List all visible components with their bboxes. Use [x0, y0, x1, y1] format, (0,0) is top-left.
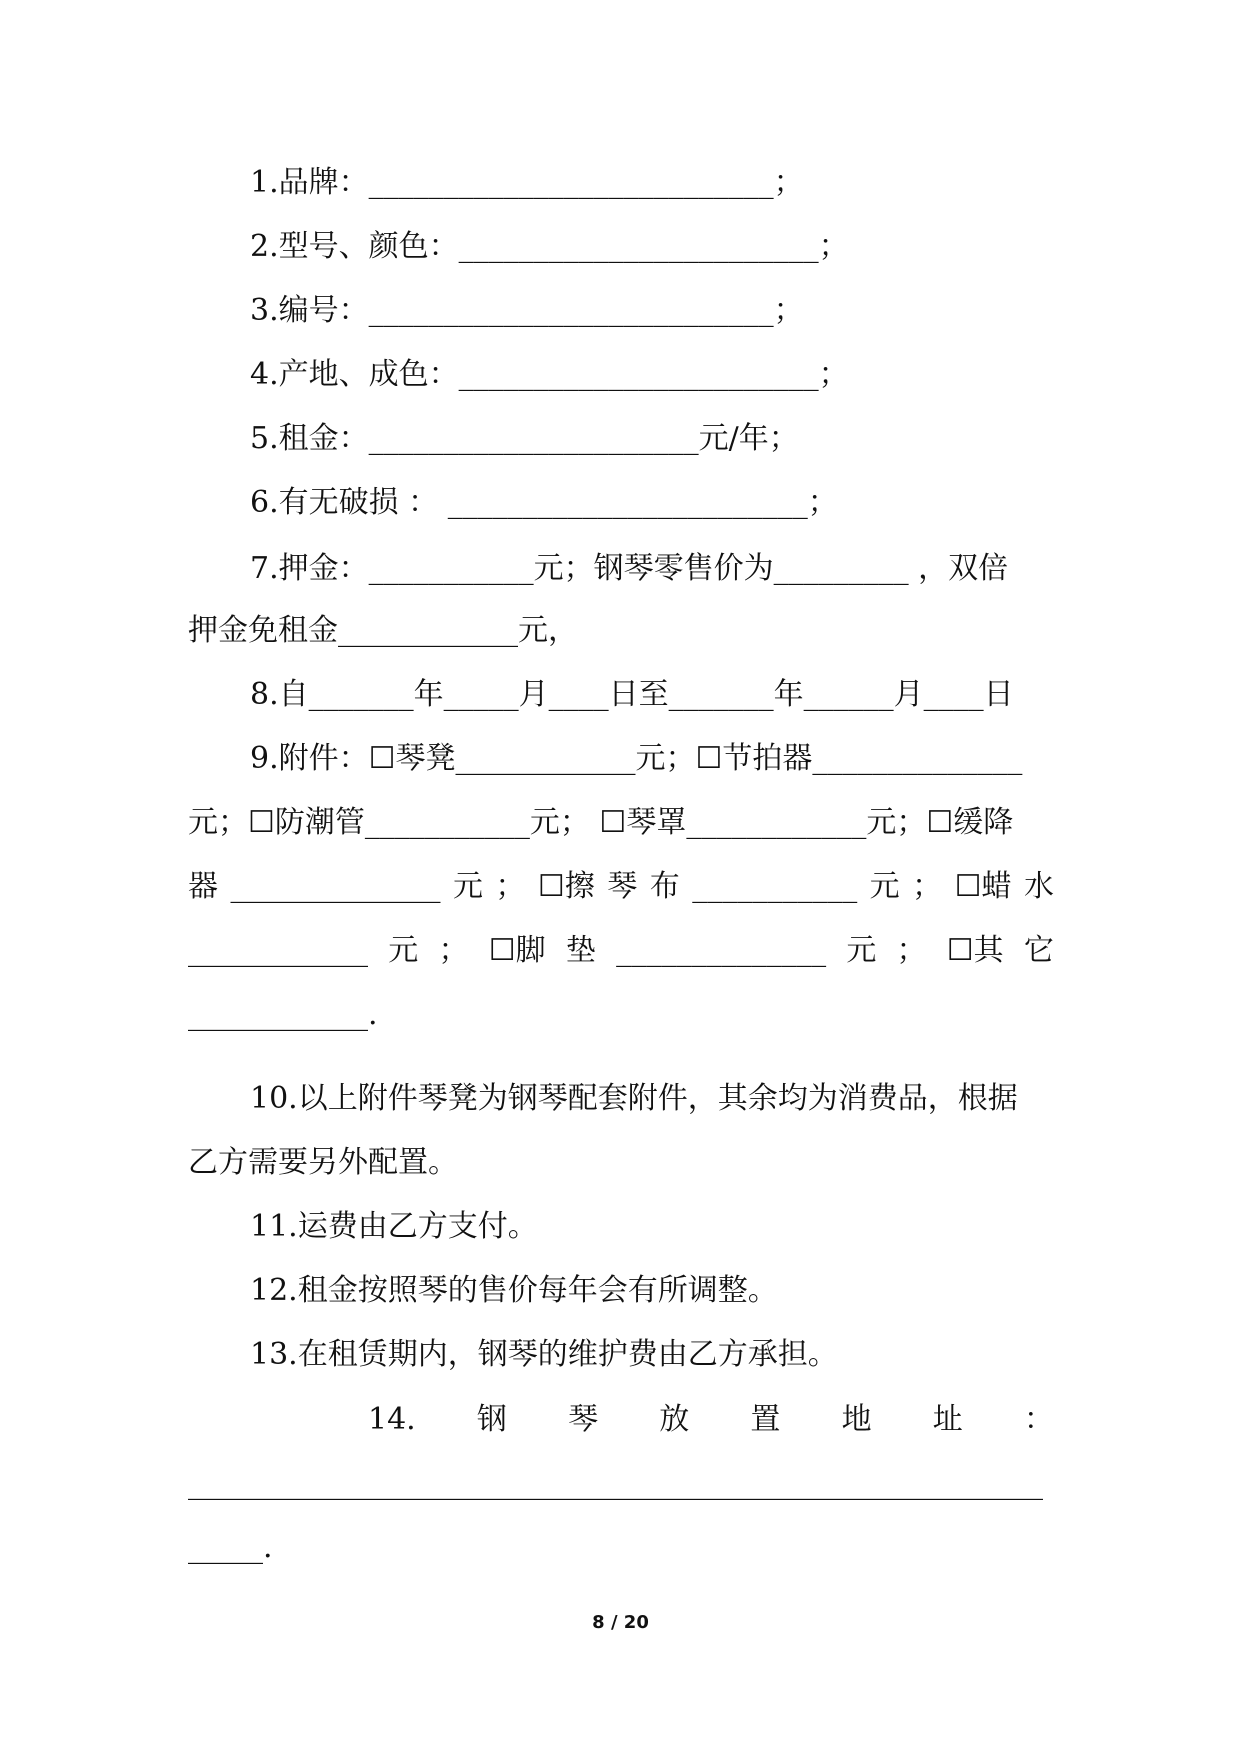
text-segment: ； [896, 933, 927, 968]
item-1-brand: 1.品牌：___________________________； [250, 165, 804, 200]
item-4-origin-condition: 4.产地、成色：________________________； [250, 357, 849, 392]
item-11-freight: 11.运费由乙方支付。 [250, 1209, 538, 1244]
item-10-accessory-note-line-1: 10.以上附件琴凳为钢琴配套附件，其余均为消费品，根据 [250, 1081, 1018, 1116]
item-10-accessory-note-line-2: 乙方需要另外配置。 [188, 1145, 458, 1180]
item-7-deposit-line-2: 押金免租金____________元， [188, 613, 578, 648]
text-segment: 元 [846, 933, 877, 968]
text-segment: ☐擦 [537, 869, 595, 904]
item-9-accessories-line-3 [188, 867, 1054, 907]
text-segment: ______________ [616, 933, 827, 968]
text-segment: ； [495, 869, 526, 904]
page-number: 8 / 20 [592, 1612, 649, 1633]
text-segment: 地 [841, 1402, 872, 1437]
text-segment: 元 [388, 933, 419, 968]
text-segment: 钢 [476, 1402, 507, 1437]
text-segment: ☐其 [946, 933, 1004, 968]
text-segment: 14. [368, 1402, 416, 1437]
item-9-accessories-line-1: 9.附件：☐琴凳____________元；☐节拍器______________ [250, 741, 1023, 776]
text-segment: 垫 [565, 933, 596, 968]
text-segment: 器 [188, 869, 218, 904]
text-segment: 布 [649, 869, 680, 904]
text-segment: ☐脚 [488, 933, 546, 968]
text-segment: 水 [1023, 869, 1054, 904]
item-3-serial-number: 3.编号：___________________________； [250, 293, 804, 328]
item-5-rent: 5.租金：______________________元/年； [250, 421, 799, 456]
item-9-accessories-line-2: 元；☐防潮管___________元； ☐琴罩____________元；☐缓降 [188, 805, 1014, 840]
text-segment: 置 [750, 1402, 781, 1437]
item-14-piano-address-line-1 [368, 1400, 1054, 1440]
text-segment: 琴 [607, 869, 638, 904]
item-6-damage: 6.有无破损 ： ________________________； [250, 485, 838, 520]
item-9-accessories-line-4 [188, 931, 1054, 971]
text-segment: ____________ [188, 933, 368, 968]
text-segment: ： [1023, 1402, 1054, 1437]
item-9-accessories-line-5: ____________. [188, 997, 378, 1032]
item-7-deposit-line-1: 7.押金：___________元；钢琴零售价为_________ ，双倍 [250, 551, 1009, 586]
item-2-model-color: 2.型号、颜色：________________________； [250, 229, 849, 264]
text-segment: ___________ [692, 869, 858, 904]
item-14-piano-address-line-2: _________________________________________________________ [188, 1466, 1043, 1501]
text-segment: 它 [1023, 933, 1054, 968]
text-segment: 元 [869, 869, 900, 904]
text-segment: 址 [932, 1402, 963, 1437]
text-segment: ； [438, 933, 469, 968]
text-segment: ______________ [230, 869, 441, 904]
item-14-piano-address-line-3: _____. [188, 1530, 273, 1565]
text-segment: ； [912, 869, 943, 904]
text-segment: ☐蜡 [954, 869, 1012, 904]
item-8-rental-period: 8.自_______年_____月____日至_______年______月____日 [250, 677, 1014, 712]
text-segment: 元 [452, 869, 483, 904]
item-12-rent-adjustment: 12.租金按照琴的售价每年会有所调整。 [250, 1273, 778, 1308]
item-13-maintenance: 13.在租赁期内，钢琴的维护费由乙方承担。 [250, 1337, 838, 1372]
text-segment: 琴 [568, 1402, 599, 1437]
text-segment: 放 [659, 1402, 690, 1437]
